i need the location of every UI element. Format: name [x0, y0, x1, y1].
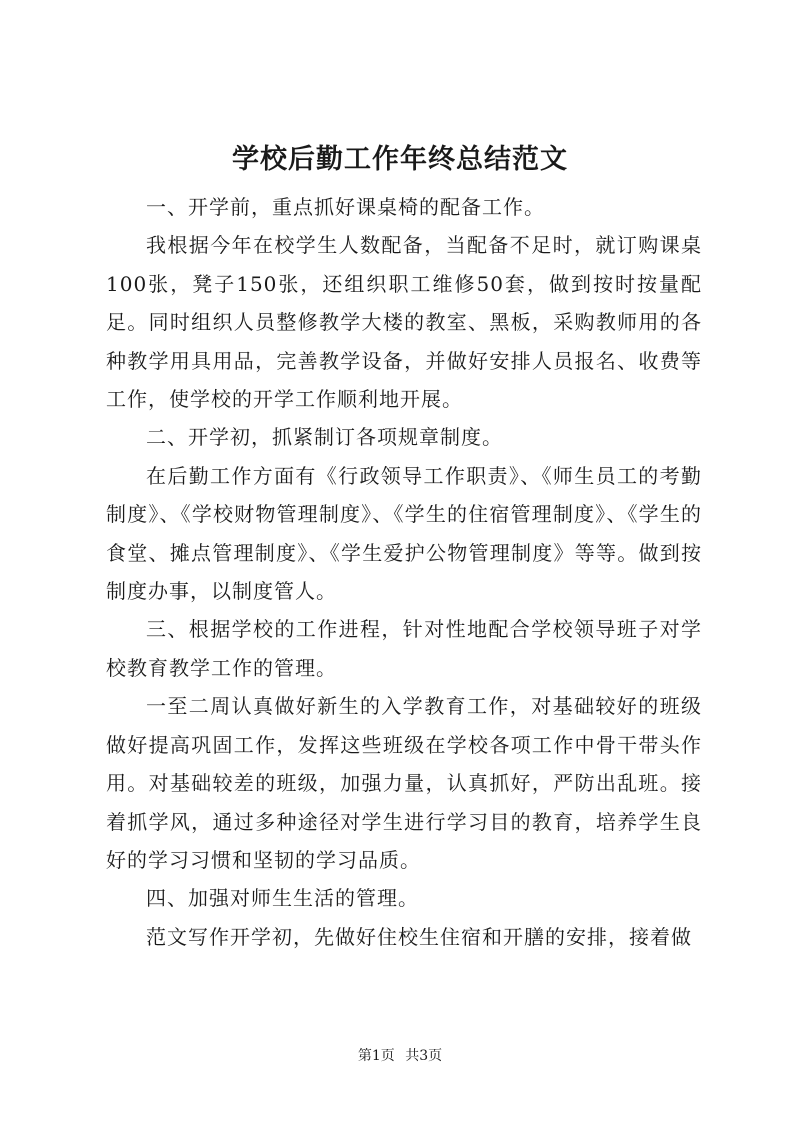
body-paragraph: 在后勤工作方面有《行政领导工作职责》、《师生员工的考勤制度》、《学校财物管理制度》、《学生的住宿管理制度》、《学生的食堂、摊点管理制度》、《学生爱护公物管理制度》等等。做到按制度办事，以制度管人。: [106, 463, 702, 604]
body-paragraph: 我根据今年在校学生人数配备，当配备不足时，就订购课桌100张，凳子150张，还组织职工维修50套，做到按时按量配足。同时组织人员整修教学大楼的教室、黑板，采购教师用的各种教学用具用品，完善教学设备，并做好安排人员报名、收费等工作，使学校的开学工作顺利地开展。: [106, 233, 702, 412]
section-heading-3: 三、根据学校的工作进程，针对性地配合学校领导班子对学校教育教学工作的管理。: [106, 617, 702, 680]
section-heading-1: 一、开学前，重点抓好课桌椅的配备工作。: [146, 195, 545, 219]
body-paragraph: 一至二周认真做好新生的入学教育工作，对基础较好的班级做好提高巩固工作，发挥这些班级在学校各项工作中骨干带头作用。对基础较差的班级，加强力量，认真抓好，严防出乱班。接着抓学风，通过多种途径对学生进行学习目的教育，培养学生良好的学习习惯和坚韧的学习品质。: [106, 694, 702, 872]
section-heading-2: 二、开学初，抓紧制订各项规章制度。: [146, 425, 503, 450]
page-number: 第1页: [357, 1048, 395, 1064]
section-heading-4: 四、加强对师生生活的管理。: [146, 886, 419, 911]
page-footer: [0, 1046, 800, 1066]
document-body: [106, 188, 702, 956]
page-total: 共3页: [405, 1048, 443, 1064]
document-title: 学校后勤工作年终总结范文: [232, 144, 568, 175]
body-paragraph: 范文写作开学初，先做好住校生住宿和开膳的安排，接着做: [146, 924, 692, 949]
